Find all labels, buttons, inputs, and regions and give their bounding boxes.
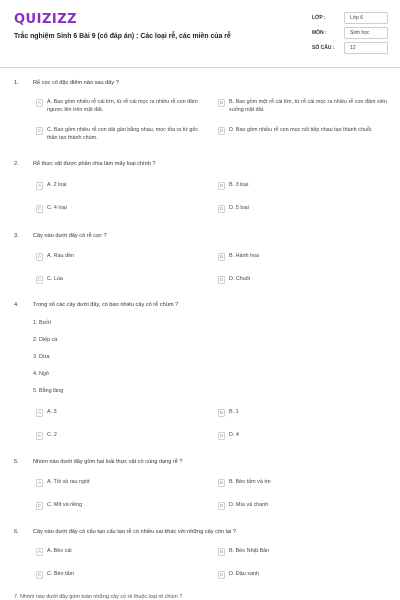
option-text: A. 2 loại [47, 182, 67, 188]
option-text: D. Đậu xanh [229, 571, 259, 577]
option-text: C. 2 [47, 432, 57, 438]
option-d[interactable] [218, 127, 390, 135]
option-text: D. 4 [229, 432, 239, 438]
option-letter: B [219, 184, 224, 189]
option-d[interactable] [218, 276, 390, 284]
option-text: C. Mít và riềng [47, 502, 83, 508]
worksheet-title: Trắc nghiệm Sinh 6 Bài 9 (có đáp án) : Các loại rễ, các miền của rễ [14, 33, 231, 40]
option-text: B. Hành hoa [229, 253, 259, 259]
meta-row-subject [312, 25, 388, 40]
option-letter: A [37, 411, 42, 416]
meta-value: Sinh học [344, 27, 388, 39]
option-letter: C [37, 278, 42, 283]
option-letter: B [219, 550, 224, 555]
option-c[interactable] [36, 205, 206, 213]
option-letter: C [37, 207, 42, 212]
option-a[interactable] [36, 253, 206, 261]
option-a[interactable] [36, 409, 206, 417]
option-letter: B [219, 411, 224, 416]
option-a[interactable] [36, 182, 206, 190]
meta-row-count [312, 40, 388, 55]
option-b[interactable] [218, 548, 390, 556]
meta-panel [312, 10, 388, 55]
option-a[interactable] [36, 548, 206, 556]
option-a[interactable] [36, 479, 206, 487]
option-b[interactable] [218, 182, 390, 190]
option-letter: D [219, 278, 224, 283]
option-text: B. 1 [229, 409, 239, 415]
question-number: 2. [14, 161, 19, 167]
option-letter: C [37, 129, 42, 134]
option-letter: A [37, 481, 42, 486]
quizizz-logo: QUIZIZZ [14, 12, 78, 27]
option-text: A. 3 [47, 409, 57, 415]
option-text: A. Rau dền [47, 253, 74, 259]
list-item: 5. Bằng lăng [33, 388, 64, 394]
meta-value: Lớp 6 [344, 12, 388, 24]
option-b[interactable] [218, 99, 390, 114]
meta-label: SỐ CÂU : [312, 44, 335, 51]
option-letter: C [37, 573, 42, 578]
question-text: Rễ thực vật được phân chia làm mấy loại chính ? [33, 161, 156, 167]
option-text: B. 3 loại [229, 182, 249, 188]
option-a[interactable] [36, 99, 206, 114]
header-divider [0, 67, 400, 68]
question-text: Rễ cọc có đặc điểm nào sau đây ? [33, 80, 119, 86]
question-text: Trong số các cây dưới đây, có bao nhiêu cây có rễ chùm ? [33, 302, 179, 308]
option-c[interactable] [36, 276, 206, 284]
question-number: 1. [14, 80, 19, 86]
option-letter: A [37, 550, 42, 555]
option-text: A. Tỏi và rau ngót [47, 479, 90, 485]
option-letter: B [219, 255, 224, 260]
list-item: 4. Ngô [33, 371, 49, 377]
option-text: D. Bao gồm nhiều rễ con mọc nối tiếp nhau tạo thành chuỗi. [229, 127, 373, 133]
question-text: Nhóm nào dưới đây gồm hai loài thực vật có cùng dạng rễ ? [33, 459, 183, 465]
option-c[interactable] [36, 502, 206, 510]
option-c[interactable] [36, 127, 206, 142]
option-text: C. Bèo tấm [47, 571, 74, 577]
option-letter: D [219, 573, 224, 578]
option-text: A. Bèo cái [47, 548, 72, 554]
option-text: C. 4 loại [47, 205, 67, 211]
option-letter: A [37, 101, 42, 106]
option-text: D. Mía và chanh [229, 502, 269, 508]
option-letter: C [37, 504, 42, 509]
meta-label: MÔN : [312, 29, 327, 36]
question-number: 3. [14, 233, 19, 239]
option-b[interactable] [218, 253, 390, 261]
option-letter: A [37, 255, 42, 260]
option-letter: A [37, 184, 42, 189]
option-text: B. Bèo Nhật Bản [229, 548, 270, 554]
option-c[interactable] [36, 432, 206, 440]
list-item: 2. Diếp cá [33, 337, 58, 343]
option-letter: D [219, 434, 224, 439]
question-7-partial: 7. Nhóm nào dưới đây gồm toàn những cây có rễ thuộc loại rễ chùm ? [14, 594, 183, 600]
option-text: C. Lúa [47, 276, 63, 282]
meta-label: LỚP : [312, 14, 326, 21]
option-letter: D [219, 504, 224, 509]
option-text: D. Chuối [229, 276, 250, 282]
question-number: 6. [14, 529, 19, 535]
list-item: 1. Bưởi [33, 320, 51, 326]
option-text: D. 5 loại [229, 205, 249, 211]
option-d[interactable] [218, 502, 390, 510]
question-text: Cây nào dưới đây có rễ cọc ? [33, 233, 107, 239]
question-number: 5. [14, 459, 19, 465]
option-c[interactable] [36, 571, 206, 579]
meta-row-grade [312, 10, 388, 25]
option-letter: C [37, 434, 42, 439]
list-item: 3. Dừa [33, 354, 50, 360]
option-text: A. Bao gồm nhiều rễ cái lớn, từ rễ cái mọc ra nhiều rễ con đâm ngược lên trên mặt đất. [47, 99, 198, 113]
option-d[interactable] [218, 571, 390, 579]
option-letter: B [219, 481, 224, 486]
option-letter: B [219, 101, 224, 106]
question-number: 4. [14, 302, 19, 308]
option-b[interactable] [218, 409, 390, 417]
worksheet-header [0, 0, 400, 62]
option-letter: D [219, 207, 224, 212]
option-d[interactable] [218, 432, 390, 440]
meta-value: 12 [344, 42, 388, 54]
option-text: B. Bao gồm một rễ cái lớn, từ rễ cái mọc ra nhiều rễ con đâm xiên xuống mặt đất. [229, 99, 387, 113]
option-text: B. Bèo tấm và tre [229, 479, 271, 485]
option-text: C. Bao gồm nhiều rễ con dài gần bằng nhau, mọc tỏa ra từ gốc thân tạo thành chùm. [47, 127, 199, 141]
option-d[interactable] [218, 205, 390, 213]
option-b[interactable] [218, 479, 390, 487]
option-letter: D [219, 129, 224, 134]
question-text: Cây nào dưới đây có cấu tạo cấu tạo rễ có nhiều sai khác với những cây còn lại ? [33, 529, 236, 535]
